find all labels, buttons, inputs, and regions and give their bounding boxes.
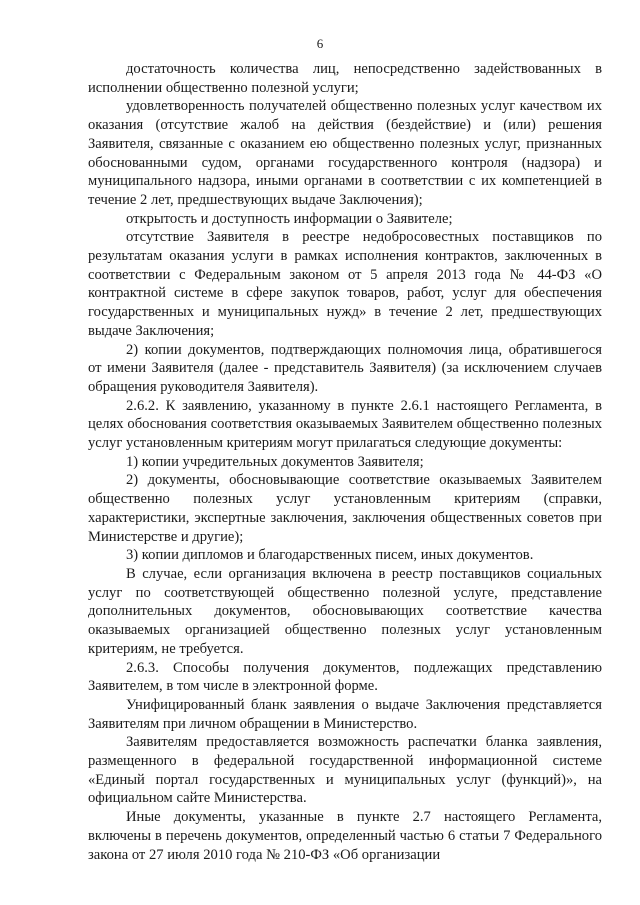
paragraph: Заявителям предоставляется возможность распечатки бланка заявления, размещенного в федеральной государственной информационной системе «Единый портал государственных и муниципальных услуг (функций)», на официальном сайте Министерства. [88, 734, 602, 807]
paragraph: 3) копии дипломов и благодарственных писем, иных документов. [126, 547, 534, 564]
page-number: 6 [316, 36, 324, 51]
paragraph: удовлетворенность получателей общественно полезных услуг качеством их оказания (отсутствие жалоб на действия (бездействие) и (или) решения Заявителя, связанные с оказанием ею общественно полезных услуг, признанных обоснованными судом, органами государственного контроля (надзора) и муниципального надзора, иными органами в соответствии с их компетенцией в течение 2 лет, предшествующих выдаче Заключения); [88, 98, 602, 208]
paragraph: Унифицированный бланк заявления о выдаче Заключения представляется Заявителям при личном обращении в Министерство. [88, 696, 602, 732]
paragraph: 2) копии документов, подтверждающих полномочия лица, обратившегося от имени Заявителя (далее - представитель Заявителя) (за исключением случаев обращения руководителя Заявителя). [88, 341, 602, 395]
paragraph: 2) документы, обосновывающие соответствие оказываемых Заявителем общественно полезных услуг установленным критериям (справки, характеристики, экспертные заключения, заключения общественных советов при Министерстве и другие); [88, 472, 602, 545]
paragraph: открытость и доступность информации о Заявителе; [126, 210, 453, 227]
paragraph: 2.6.3. Способы получения документов, подлежащих представлению Заявителем, в том числе в электронной форме. [88, 659, 602, 695]
paragraph: В случае, если организация включена в реестр поставщиков социальных услуг по соответствующей общественно полезной услуге, представление дополнительных документов, обосновывающих соответствие качества оказываемых организацией общественно полезных услуг установленным критериям, не требуется. [88, 565, 602, 657]
paragraph: отсутствие Заявителя в реестре недобросовестных поставщиков по результатам оказания услуги в рамках исполнения контрактов, заключенных в соответствии с Федеральным законом от 5 апреля 2013 года № 44-ФЗ «О контрактной системе в сфере закупок товаров, работ, услуг для обеспечения государственных и муниципальных нужд» в течение 2 лет, предшествующих выдаче Заключения; [88, 229, 602, 339]
paragraph: 2.6.2. К заявлению, указанному в пункте 2.6.1 настоящего Регламента, в целях обоснования соответствия оказываемых Заявителем общественно полезных услуг установленным критериям могут прилагаться следующие документы: [88, 397, 602, 452]
paragraph: 1) копии учредительных документов Заявителя; [126, 453, 424, 470]
paragraph: достаточность количества лиц, непосредственно задействованных в исполнении общественно полезной услуги; [88, 61, 602, 96]
document-body [88, 60, 602, 864]
paragraph: Иные документы, указанные в пункте 2.7 настоящего Регламента, включены в перечень документов, определенный частью 6 статьи 7 Федерального закона от 27 июля 2010 года № 210-ФЗ «Об организации [88, 809, 602, 863]
